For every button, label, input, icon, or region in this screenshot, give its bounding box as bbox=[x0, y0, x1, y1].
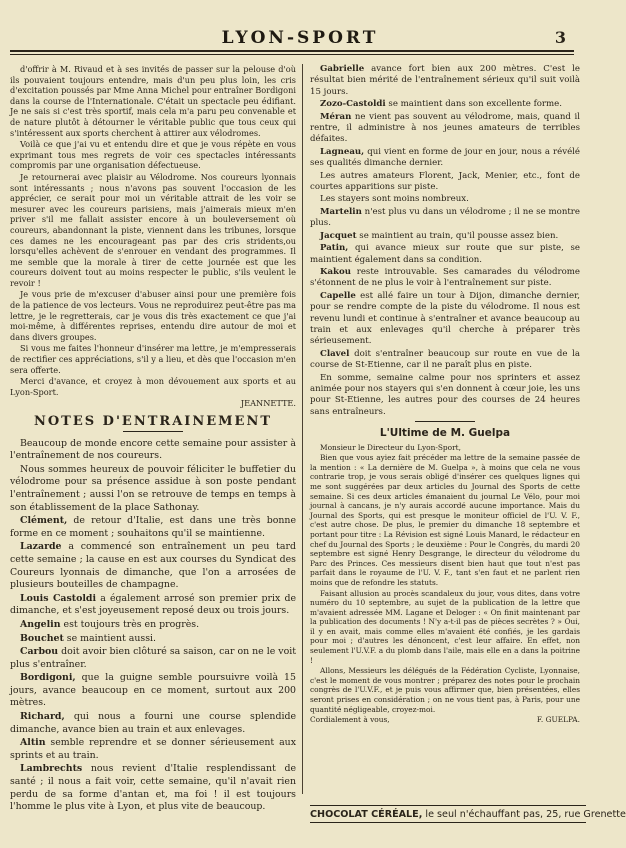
rider-name: Martelin bbox=[320, 206, 362, 217]
rider-name: Clavel bbox=[320, 348, 350, 359]
note-item bbox=[310, 267, 580, 290]
letter-paragraph: Faisant allusion au procès scandaleux du jour, vous dites, dans votre numéro du 10 septembre, au sujet de la publication de la lettre que m'avaient adressée MM. Lagane et Deloger : « On finit maintenant par la publication des documents ! N'y a-t-il pas de pièces secrètes ? » Oui, il y en avait, mais comme elles m'avaient été confiés, je les gardais pour moi ; d'autres les dénoncent, c'est leur affaire. En effet, non seulement l'U.V.F. a du plomb dans l'aile, mais elle en a dans la poitrine ! bbox=[310, 588, 580, 665]
note-text: se maintient au train, qu'il pousse assez bien. bbox=[356, 230, 559, 241]
rider-name: Méran bbox=[320, 111, 352, 122]
note-item bbox=[310, 243, 580, 266]
ad-brand: CHOCOLAT CÉRÉALE, bbox=[310, 809, 423, 820]
note-text: de retour d'Italie, est dans une très bonne forme en ce moment ; souhaitons qu'il se maintienne. bbox=[10, 515, 296, 539]
note-text: est toujours très en progrès. bbox=[60, 618, 200, 630]
rider-name: Clément, bbox=[20, 515, 68, 527]
note-text: a commencé son entraînement un peu tard cette semaine ; la cause en est aux courses du Syndicat des Coureurs lyonnais de dimanche, que l'on a arrosées de plusieurs bouteilles de champagne. bbox=[10, 541, 296, 591]
rider-name: Bouchet bbox=[20, 632, 64, 644]
guelpa-letter bbox=[310, 443, 580, 725]
letter-signoff bbox=[310, 715, 580, 725]
note-item bbox=[10, 541, 296, 591]
note-text: Les stayers sont moins nombreux. bbox=[320, 194, 469, 205]
note-item bbox=[310, 231, 580, 242]
note-item bbox=[310, 207, 580, 230]
header-rule bbox=[10, 50, 574, 52]
rider-name: Louis Castoldi bbox=[20, 592, 97, 604]
note-text: Beaucoup de monde encore cette semaine pour assister à l'entraînement de nos coureurs. bbox=[10, 437, 296, 462]
note-text: Les autres amateurs Florent, Jack, Menier, etc., font de courtes apparitions sur piste. bbox=[310, 170, 580, 193]
note-item bbox=[10, 646, 296, 671]
letter-paragraph: Merci d'avance, et croyez à mon dévouement aux sports et au Lyon-Sport. bbox=[10, 376, 296, 397]
rider-name: Angelin bbox=[20, 618, 61, 630]
letter-paragraph: Voilà ce que j'ai vu et entendu dire et que je vous répète en vous exprimant tous mes regrets de voir ces spectacles intéressants compromis par une organisation défectueuse. bbox=[10, 139, 296, 171]
note-item bbox=[10, 737, 296, 762]
rider-name: Lagneau, bbox=[320, 146, 365, 157]
note-text: avance fort bien aux 200 mètres. C'est le résultat bien mérité de l'entraînement sérieux qu'il suit voilà 15 jours. bbox=[310, 64, 580, 97]
note-text: doit s'entraîner beaucoup sur route en vue de la course de St-Etienne, car il ne paraît plus en piste. bbox=[310, 348, 580, 371]
advertisement-banner bbox=[310, 805, 626, 823]
article-title: L'Ultime de M. Guelpa bbox=[379, 427, 511, 440]
note-item bbox=[10, 515, 296, 540]
rider-name: Carbou bbox=[20, 646, 59, 658]
section-rule bbox=[123, 431, 183, 432]
letter-paragraph: Monsieur le Directeur du Lyon-Sport, bbox=[320, 442, 461, 452]
note-item bbox=[310, 64, 580, 98]
rider-name: Patin, bbox=[320, 243, 349, 254]
training-notes-continued bbox=[310, 64, 580, 418]
note-item bbox=[310, 171, 580, 194]
letter-signature: JEANNETTE. bbox=[240, 398, 296, 409]
note-item bbox=[10, 593, 296, 618]
rider-name: Zozo-Castoldi bbox=[320, 99, 386, 110]
note-text: est allé faire un tour à Dijon, dimanche dernier, pour se rendre compte de la piste du vélodrome. Il nous est revenu lundi et continue à s'entraîner et avance beaucoup au train et aux enlevages qu'il cherche à préparer très sérieusement. bbox=[310, 290, 580, 347]
header-rule-thin bbox=[10, 54, 574, 55]
note-item bbox=[10, 711, 296, 736]
letter-paragraph: Je vous prie de m'excuser d'abuser ainsi pour une première fois de la patience de vos lecteurs. Vous ne reproduirez peut-être pas ma lettre, je le regretterais, car je vous dis très exactement ce que j'ai moi-même, à différentes reprises, entendu dire autour de moi et dans divers groupes. bbox=[10, 289, 296, 342]
page-number: 3 bbox=[554, 28, 566, 47]
note-item bbox=[10, 763, 296, 813]
left-column bbox=[10, 64, 296, 815]
rider-name: Kakou bbox=[320, 266, 351, 277]
note-text: se maintient dans son excellente forme. bbox=[385, 99, 562, 110]
letter-signature: F. GUELPA. bbox=[536, 715, 580, 725]
letter-paragraph: Bien que vous ayiez fait précéder ma lettre de la semaine passée de la mention : « La dernière de M. Guelpa », à moins que cela ne vous contrarie trop, je vous serais obligé d'insérer ces quelques lignes qui me sont suggérées par deux articles du Journal des Sports de cette semaine. Si ces deux articles émanaient du journal Le Vélo, pour moi journal à cancans, je n'y aurais accordé aucune importance. Mais du Journal des Sports, qui est presque le moniteur officiel de l'U. V. F., c'est autre chose. De plus, le premier du dimanche 18 septembre et portant pour titre : La Révision est signé Louis Manard, le rédacteur en chef du Journal des Sports ; le deuxième : Pour le Congrès, du mardi 20 septembre est signé Henry Desgrange, le directeur du vélodrome du Parc des Princes. Ces messieurs disent bien haut que tout n'est pas parfait dans le royaume de l'U. V. F., tant s'en faut et ne parlent rien moins que de refondre les statuts. bbox=[310, 453, 580, 587]
note-text: nous revient d'Italie resplendissant de santé ; il nous a fait voir, cette semaine, qu'il n'avait rien perdu de sa forme d'antan et, ma foi ! il est toujours l'homme le plus vite à Lyon, et plus vite de beaucoup. bbox=[10, 763, 296, 813]
note-text: En somme, semaine calme pour nos sprinters et assez animée pour nos stayers qui s'en donnent à cœur joie, les uns pour St-Etienne, les autres pour des courses de 24 heures sans entraîneurs. bbox=[310, 372, 580, 417]
letter-paragraph: Je retournerai avec plaisir au Vélodrome. Nos coureurs lyonnais sont intéressants ; nous n'avons pas souvent l'occasion de les apprécier, ce serait pour moi un véritable attrait de les voir se mesurer avec les coureurs parisiens, mais j'aimerais mieux m'en priver s'il me fallait assister encore à un bouleversement où coureurs, abandonnant la piste, viennent dans les tribunes, lorsque ces dames ne les encourageant pas par des cris stridents,ou lorsqu'elles achèvent de s'enrouer en vendant des programmes. Il me semble que la morale à tirer de cette journée est que les coureurs doivent tout au moins respecter le public, s'ils veulent le revoir ! bbox=[10, 171, 296, 288]
note-item bbox=[10, 633, 296, 646]
letter-paragraph: Si vous me faites l'honneur d'insérer ma lettre, je m'empresserais de rectifier ces appréciations, s'il y a lieu, et dès que l'occasion m'en sera offerte. bbox=[10, 343, 296, 375]
column-divider bbox=[302, 64, 303, 794]
note-text: ne vient pas souvent au vélodrome, mais, quand il rentre, il administre à nos jeunes amateurs de terribles défaites. bbox=[310, 111, 580, 145]
note-text: a également arrosé son premier prix de dimanche, et s'est joyeusement reposé deux ou trois jours. bbox=[10, 592, 296, 617]
rider-name: Lambrechts bbox=[20, 763, 83, 775]
right-column bbox=[310, 64, 580, 726]
letter-closing: Cordialement à vous, bbox=[310, 715, 390, 725]
note-item bbox=[310, 112, 580, 146]
note-item bbox=[310, 99, 580, 110]
reader-letter bbox=[10, 64, 296, 409]
note-text: se maintient aussi. bbox=[63, 632, 156, 644]
note-text: qui nous a fourni une course splendide dimanche, avance bien au train et aux enlevages. bbox=[10, 711, 296, 735]
ad-text: le seul n'échauffant pas, 25, rue Grenette bbox=[422, 809, 626, 820]
rider-name: Capelle bbox=[320, 290, 356, 301]
rider-name: Gabrielle bbox=[320, 64, 365, 74]
note-text: doit avoir bien clôturé sa saison, car on ne le voit plus s'entraîner. bbox=[10, 646, 296, 670]
note-item bbox=[10, 672, 296, 710]
note-text: semble reprendre et se donner sérieusement aux sprints et au train. bbox=[10, 737, 296, 761]
note-item bbox=[10, 619, 296, 632]
training-notes bbox=[10, 438, 296, 814]
note-text: n'est plus vu dans un vélodrome ; il ne se montre plus. bbox=[310, 206, 580, 229]
note-text: Nous sommes heureux de pouvoir féliciter le buffetier du vélodrome pour sa présence assidue à son poste pendant l'entraînement ; aussi l'on se retrouve de temps en temps à son établissement de la place Sathonay. bbox=[10, 463, 296, 513]
section-title: NOTES D'ENTRAINEMENT bbox=[33, 414, 273, 429]
note-item bbox=[310, 147, 580, 170]
note-text: qui vient en forme de jour en jour, nous a révélé ses qualités dimanche dernier. bbox=[310, 146, 580, 169]
note-text: reste introuvable. Ses camarades du vélodrome s'étonnent de ne plus le voir à l'entraînement sur piste. bbox=[310, 266, 580, 289]
rider-name: Lazarde bbox=[20, 541, 62, 553]
note-text: que la guigne semble poursuivre voilà 15 jours, avance beaucoup en ce moment, surtout aux 200 mètres. bbox=[10, 672, 296, 709]
note-item bbox=[310, 194, 580, 205]
rider-name: Jacquet bbox=[320, 230, 357, 241]
note-item bbox=[310, 349, 580, 372]
newspaper-title: LYON-SPORT bbox=[221, 28, 379, 48]
letter-paragraph: d'offrir à M. Rivaud et à ses invités de passer sur la pelouse d'où ils pouvaient toujours entendre, mais d'un peu plus loin, les cris d'excitation poussés par Mme Anna Michel pour entraîner Bordigoni dans la course de l'Internationale. C'était un spectacle peu édifiant. Je ne sais si c'est très sportif, mais cela m'a paru peu convenable et de nature plutôt à détourner le véritable public que tous ceux qui s'intéressent aux sports cherchent à attirer aux vélodromes. bbox=[10, 64, 296, 138]
rider-name: Richard, bbox=[20, 711, 65, 723]
note-text: qui avance mieux sur route que sur piste, se maintient également dans sa condition. bbox=[310, 243, 580, 265]
note-item bbox=[10, 464, 296, 514]
article-rule bbox=[415, 421, 475, 422]
masthead bbox=[0, 28, 600, 50]
letter-paragraph: Allons, Messieurs les délégués de la Fédération Cycliste, Lyonnaise, c'est le moment de vous montrer ; préparez des notes pour le prochain congrès de l'U.V.F., et je puis vous affirmer que, bien présentées, elles seront prises en considération ; on ne vous tient pas, à Paris, pour une quantité négligeable, croyez-moi. bbox=[310, 666, 580, 714]
rider-name: Bordigoni, bbox=[20, 672, 76, 684]
rider-name: Altin bbox=[20, 737, 46, 749]
note-item bbox=[10, 438, 296, 463]
note-item bbox=[310, 373, 580, 419]
note-item bbox=[310, 291, 580, 348]
